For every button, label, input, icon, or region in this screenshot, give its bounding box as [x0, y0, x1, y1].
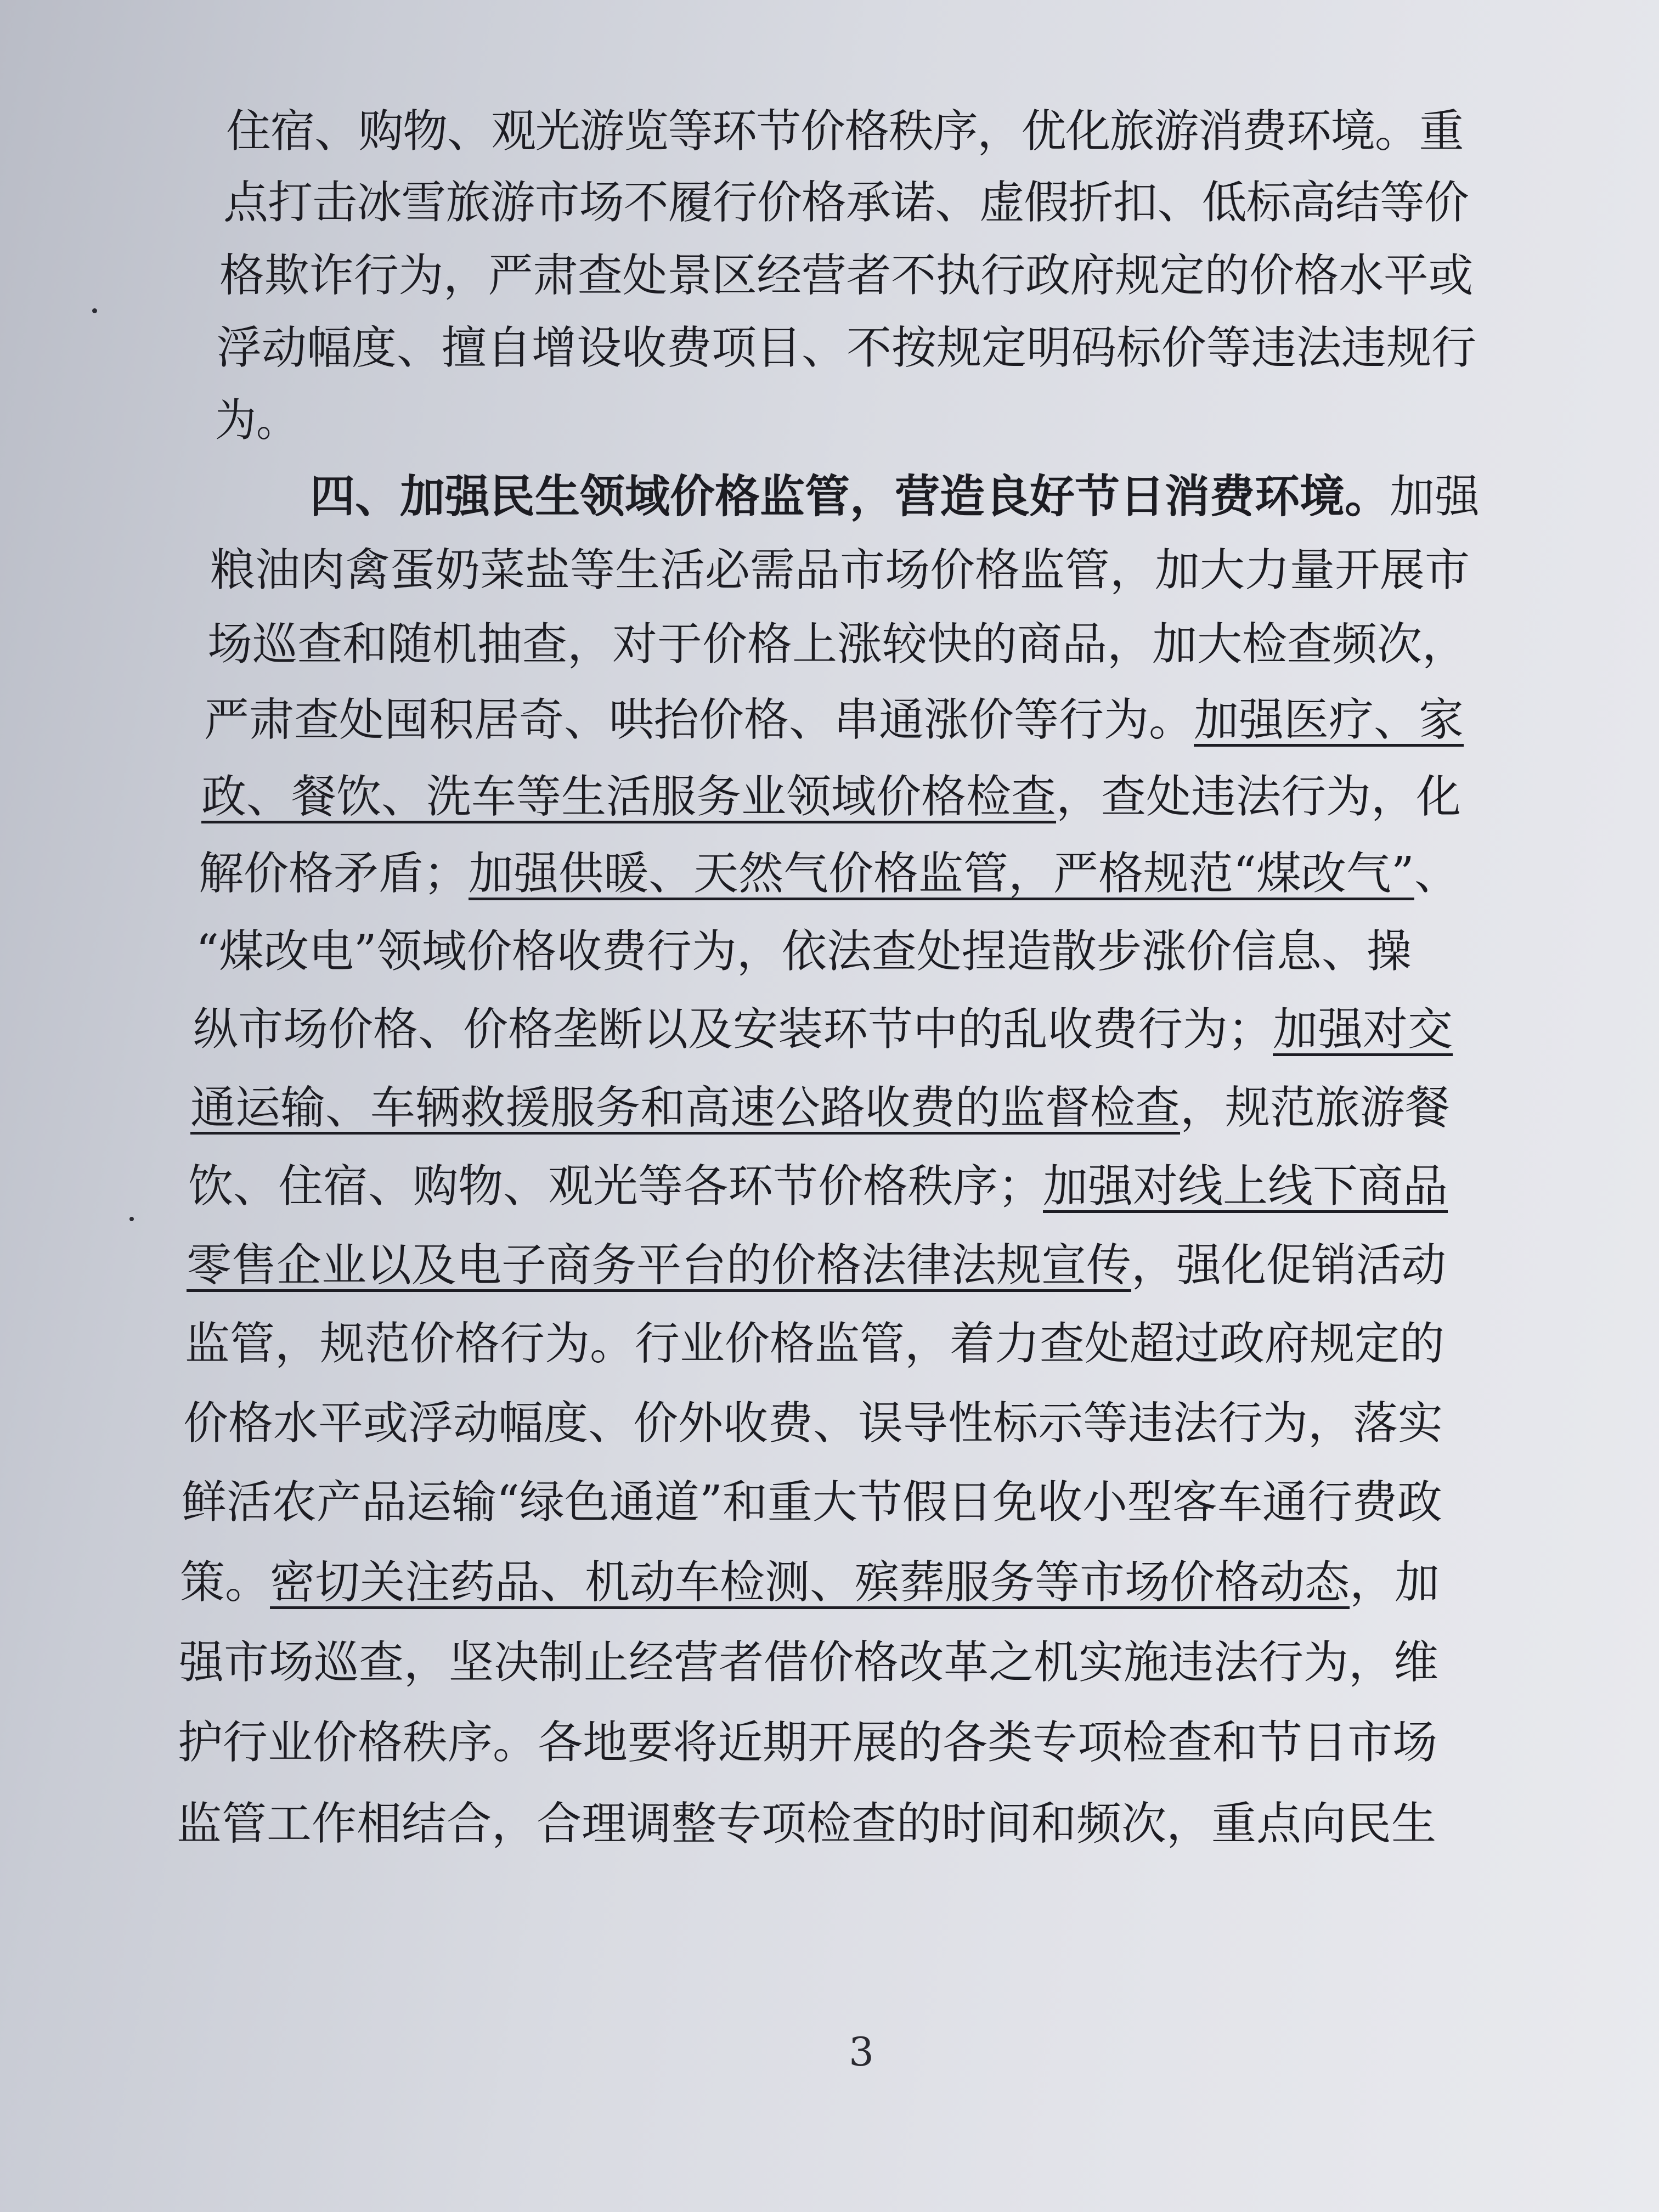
text-line	[201, 756, 1499, 838]
body-text: 饮、住宿、购物、观光等各环节价格秩序；	[188, 1160, 1043, 1212]
underlined-text: 通运输、车辆救援服务和高速公路收费的监督检查	[190, 1082, 1181, 1134]
text-line	[187, 1224, 1531, 1307]
body-text: 解价格矛盾；	[199, 848, 469, 900]
page-number: 3	[849, 2029, 874, 2075]
text-line	[217, 307, 1479, 390]
body-text: ，查处违法行为，化	[1056, 771, 1462, 823]
underlined-text: 政、餐饮、洗车等生活服务业领域价格检查	[201, 771, 1057, 823]
body-text: 监管，规范价格行为。行业价格监管，着力查处超过政府规定的	[185, 1318, 1445, 1370]
underlined-text: 加强供暖、天然气价格监管，严格规范“煤改气”	[469, 848, 1414, 900]
body-text: ，规范旅游餐	[1180, 1082, 1451, 1134]
body-text: 住宿、购物、观光游览等环节价格秩序，优化旅游消费环境。重	[226, 105, 1464, 157]
text-line	[223, 162, 1469, 244]
text-line	[210, 529, 1483, 612]
body-text: 强市场巡查，坚决制止经营者借价格改革之机实施违法行为，维	[179, 1637, 1439, 1689]
body-text: 加强	[1390, 471, 1480, 523]
paper-speck	[129, 1217, 134, 1221]
underlined-text: 加强对交	[1273, 1003, 1453, 1056]
body-text: 点打击冰雪旅游市场不履行价格承诺、虚假折扣、低标高结等价	[223, 177, 1469, 229]
body-text: ，强化促销活动	[1131, 1239, 1447, 1291]
body-text: 价格水平或浮动幅度、价外收费、误导性标示等违法行为，落实	[183, 1397, 1443, 1449]
text-line	[177, 1783, 1554, 1865]
body-text: 粮油肉禽蛋奶菜盐等生活必需品市场价格监管，加大力量开展市	[210, 544, 1470, 596]
text-line	[226, 91, 1463, 173]
body-text: 鲜活农产品运输“绿色通道”和重大节假日免收小型客车通行费政	[182, 1476, 1442, 1528]
text-line	[196, 911, 1510, 993]
underlined-text: 密切关注药品、机动车检测、殡葬服务等市场价格动态	[270, 1556, 1350, 1609]
body-text: ，加	[1350, 1556, 1440, 1609]
body-text: 护行业价格秩序。各地要将近期开展的各类专项检查和节日市场	[178, 1717, 1438, 1769]
text-line	[178, 1702, 1552, 1784]
text-line	[188, 1146, 1527, 1228]
underlined-text: 零售企业以及电子商务平台的价格法律法规宣传	[187, 1239, 1132, 1291]
text-line	[204, 679, 1493, 761]
text-line	[207, 603, 1488, 686]
body-text: 格欺诈行为，严肃查处景区经营者不执行政府规定的价格水平或	[219, 250, 1474, 302]
body-text: 监管工作相结合，合理调整专项检查的时间和频次，重点向民生	[177, 1798, 1437, 1850]
body-text: 纵市场价格、价格垄断以及安装环节中的乱收费行为；	[193, 1003, 1273, 1056]
text-line	[183, 1383, 1538, 1465]
body-text: 策。	[180, 1556, 270, 1609]
text-line	[190, 1067, 1521, 1149]
text-line	[193, 989, 1515, 1071]
section-heading: 四、加强民生领域价格监管，营造良好节日消费环境。	[310, 470, 1390, 523]
text-line	[185, 1303, 1534, 1385]
body-text: 场巡查和随机抽查，对于价格上涨较快的商品，加大检查频次，	[207, 618, 1468, 670]
underlined-text: 加强对线上线下商品	[1043, 1160, 1448, 1212]
text-line	[179, 1622, 1550, 1704]
text-line	[219, 235, 1473, 317]
body-text: 为。	[215, 394, 298, 447]
underlined-text: 加强医疗、家	[1194, 694, 1464, 746]
text-line	[215, 380, 298, 462]
body-text: “煤改电”领域价格收费行为，依法查处捏造散步涨价信息、操	[196, 926, 1412, 978]
body-text: 、	[1414, 848, 1459, 900]
text-line	[199, 833, 1504, 915]
text-line	[180, 1542, 1546, 1624]
text-line	[310, 455, 1484, 538]
text-line	[182, 1462, 1542, 1544]
paper-speck	[92, 308, 97, 313]
body-text: 浮动幅度、擅自增设收费项目、不按规定明码标价等违法违规行	[217, 322, 1477, 374]
body-text: 严肃查处囤积居奇、哄抬价格、串通涨价等行为。	[204, 694, 1194, 746]
